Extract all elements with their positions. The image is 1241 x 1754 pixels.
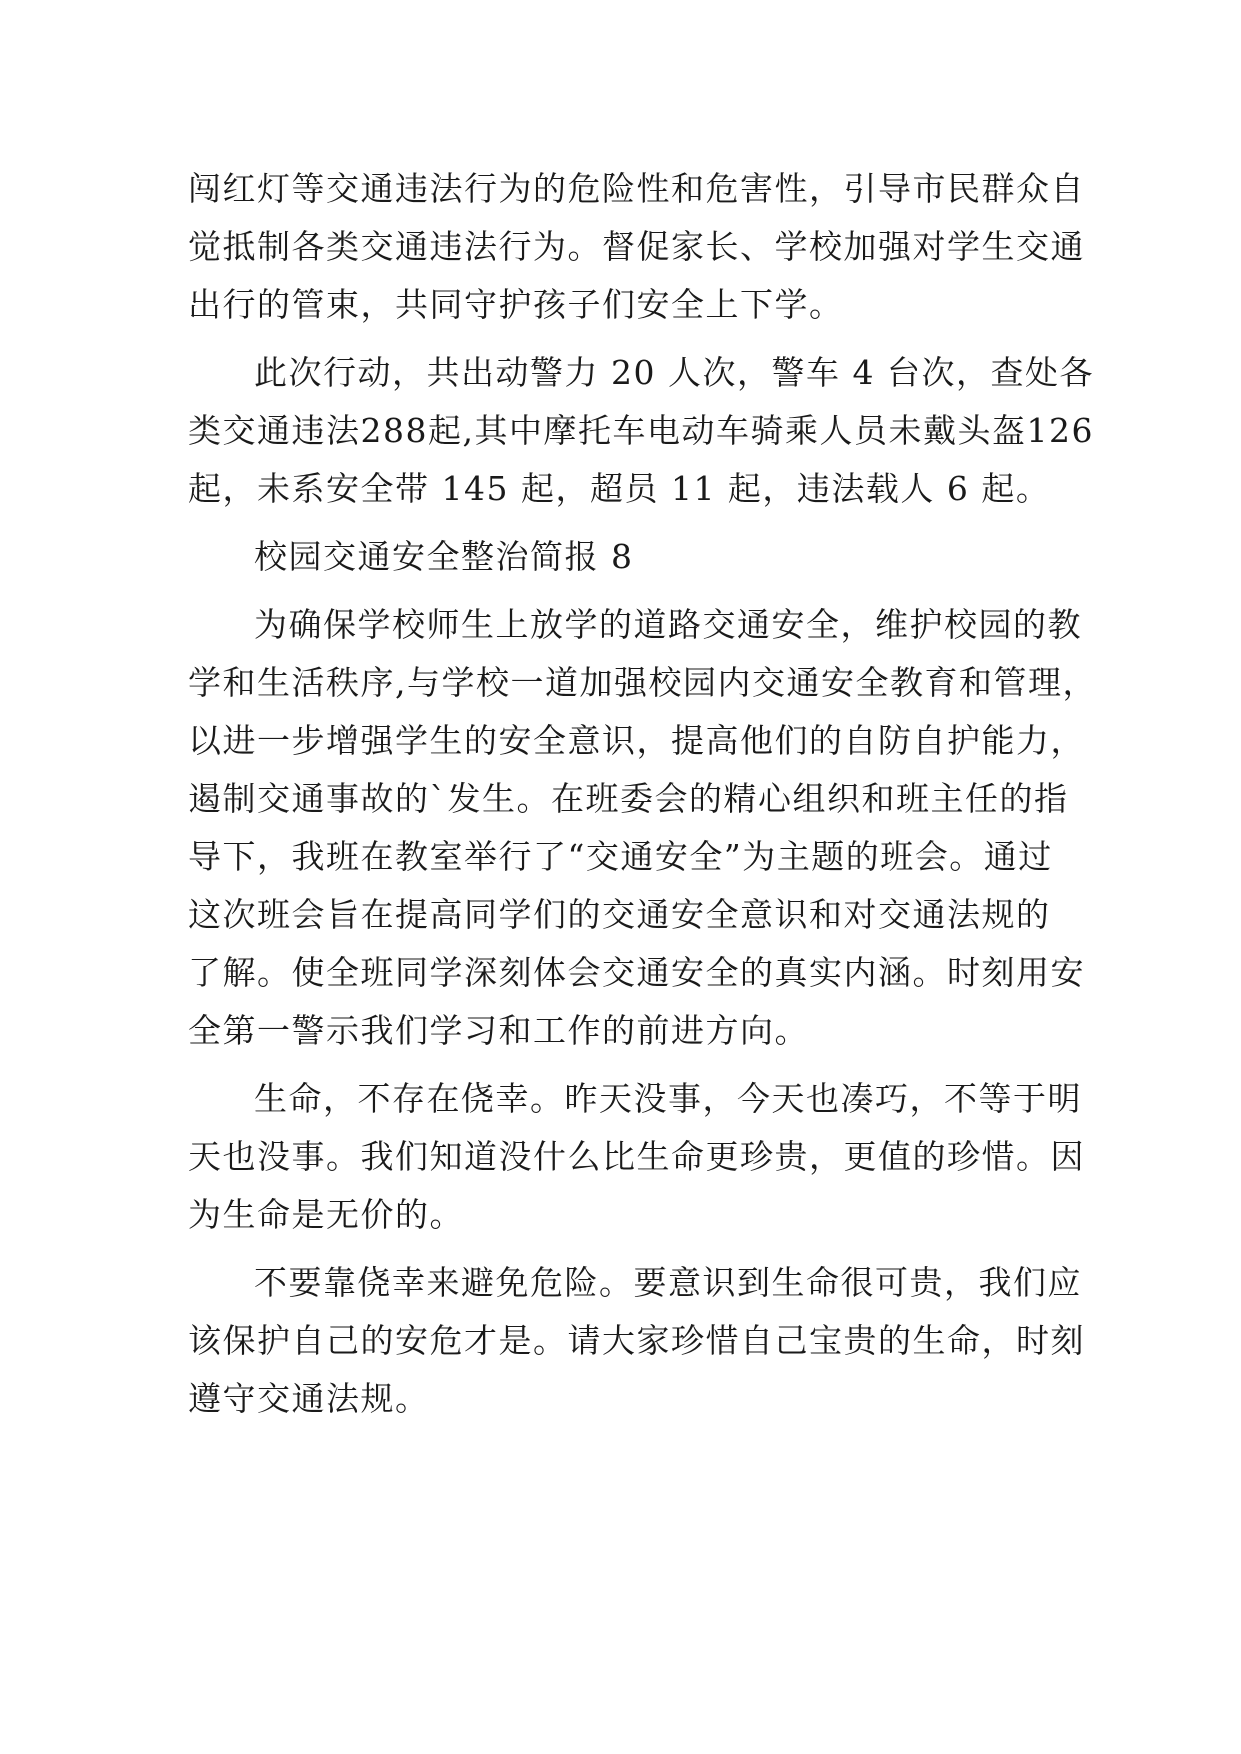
text-line: 导下，我班在教室举行了“交通安全”为主题的班会。通过: [188, 837, 1053, 876]
text-line: 起，未系安全带 145 起，超员 11 起，违法载人 6 起。: [188, 469, 1051, 508]
text-line: 以进一步增强学生的安全意识，提高他们的自防自护能力，: [188, 721, 1085, 760]
text-line: 天也没事。我们知道没什么比生命更珍贵，更值的珍惜。因: [188, 1137, 1085, 1176]
text-line: 不要靠侥幸来避免危险。要意识到生命很可贵，我们应: [254, 1263, 1082, 1302]
paragraph-3: [188, 596, 1097, 1060]
paragraph-gap: [188, 1060, 1068, 1070]
text-line: 为生命是无价的。: [188, 1195, 464, 1234]
paragraph-2: [188, 344, 1094, 518]
heading-line: 校园交通安全整治简报 8: [254, 537, 634, 576]
text-line: 出行的管束，共同守护孩子们安全上下学。: [188, 285, 844, 324]
text-line: 这次班会旨在提高同学们的交通安全意识和对交通法规的: [188, 895, 1051, 934]
paragraph-4: [188, 1070, 1085, 1244]
text-line: 遵守交通法规。: [188, 1379, 430, 1418]
paragraph-gap: [188, 518, 1068, 528]
text-line: 类交通违法288起,其中摩托车电动车骑乘人员未戴头盔126: [188, 411, 1094, 450]
text-line: 学和生活秩序,与学校一道加强校园内交通安全教育和管理，: [188, 663, 1097, 702]
paragraph-gap: [188, 1244, 1068, 1254]
document-body: [188, 160, 1097, 1428]
paragraph-gap: [188, 586, 1068, 596]
text-line: 此次行动，共出动警力 20 人次，警车 4 台次，查处各: [254, 353, 1094, 392]
paragraph-5: [188, 1254, 1085, 1428]
text-line: 遏制交通事故的`发生。在班委会的精心组织和班主任的指: [188, 779, 1069, 818]
text-line: 该保护自己的安危才是。请大家珍惜自己宝贵的生命，时刻: [188, 1321, 1085, 1360]
text-line: 生命，不存在侥幸。昨天没事，今天也凑巧，不等于明: [254, 1079, 1082, 1118]
text-line: 了解。使全班同学深刻体会交通安全的真实内涵。时刻用安: [188, 953, 1085, 992]
text-line: 为确保学校师生上放学的道路交通安全，维护校园的教: [254, 605, 1082, 644]
paragraph-gap: [188, 334, 1068, 344]
text-line: 闯红灯等交通违法行为的危险性和危害性，引导市民群众自: [188, 169, 1085, 208]
section-heading: [188, 528, 1068, 586]
paragraph-1: [188, 160, 1085, 334]
text-line: 觉抵制各类交通违法行为。督促家长、学校加强对学生交通: [188, 227, 1085, 266]
text-line: 全第一警示我们学习和工作的前进方向。: [188, 1011, 809, 1050]
